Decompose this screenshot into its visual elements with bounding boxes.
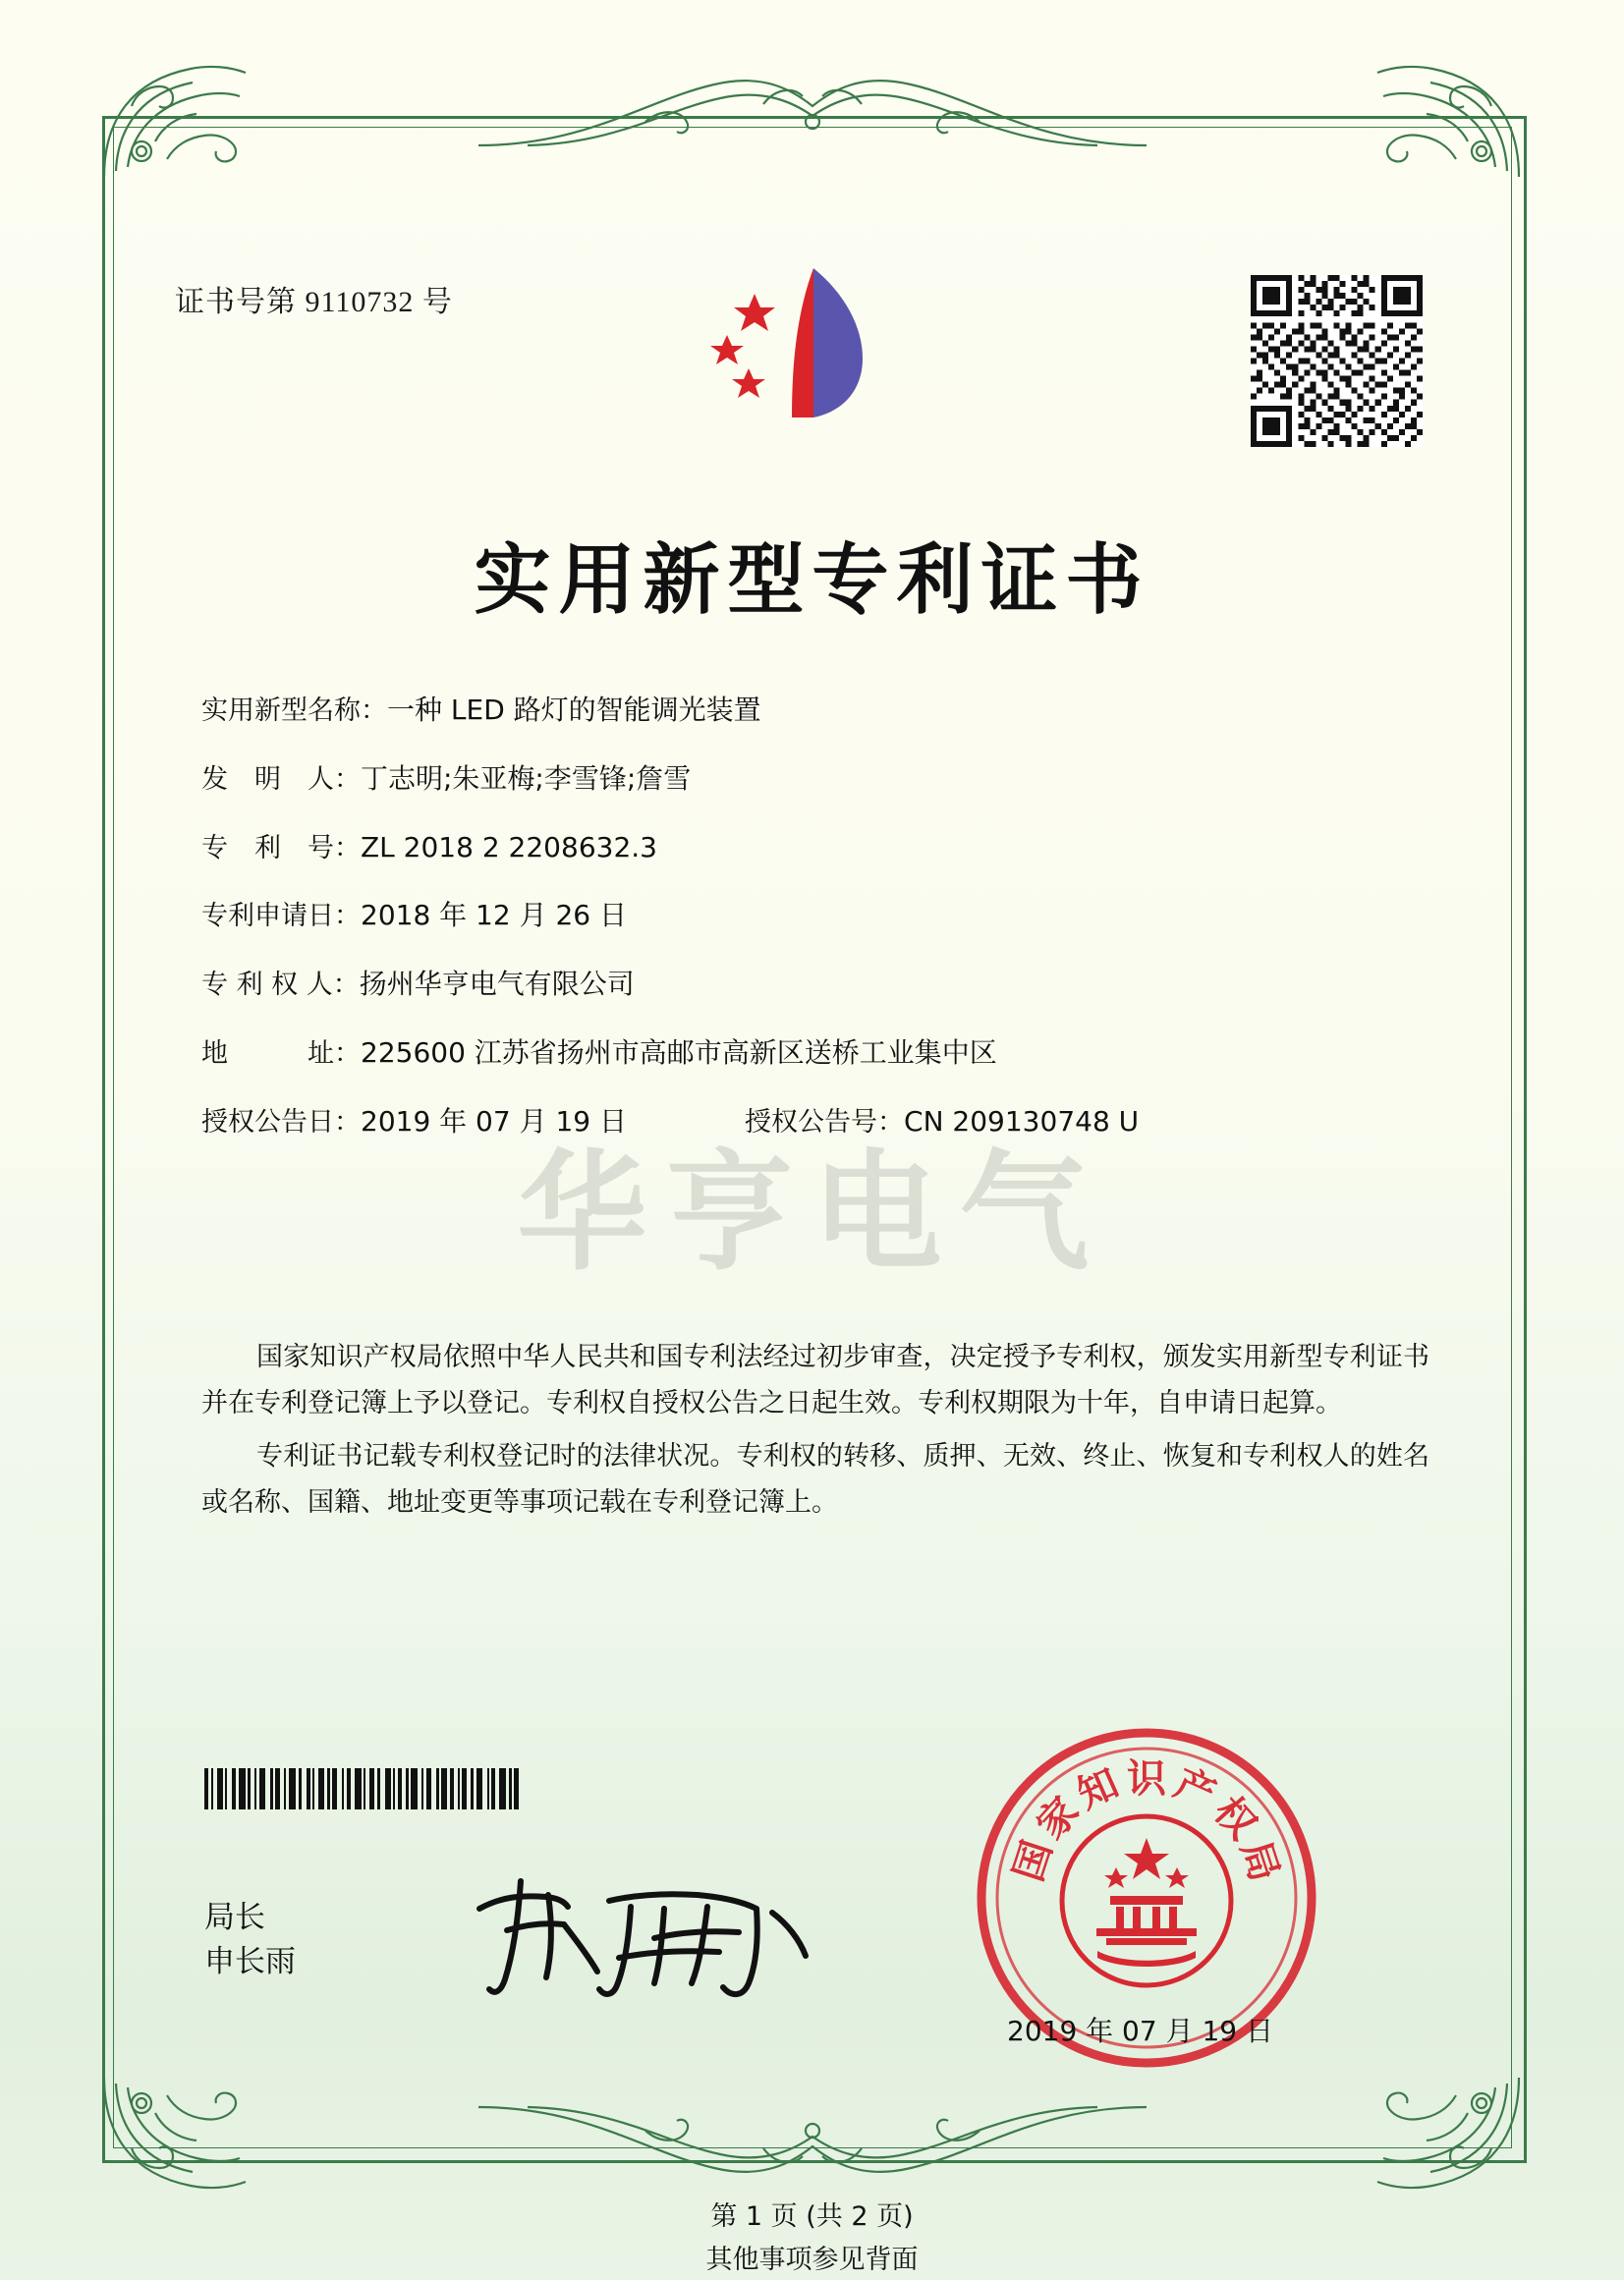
handwritten-signature: [462, 1862, 825, 2009]
field-value: 一种 LED 路灯的智能调光装置: [387, 694, 761, 726]
legal-paragraph: 国家知识产权局依照中华人民共和国专利法经过初步审查，决定授予专利权，颁发实用新型专利证书并在专利登记簿上予以登记。专利权自授权公告之日起生效。专利权期限为十年，自申请日起算。: [201, 1342, 1429, 1419]
watermark: 华亨电气: [517, 1138, 1107, 1289]
seal-date: 2019 年 07 月 19 日: [1007, 2015, 1274, 2047]
legal-text: [201, 1334, 1429, 1531]
signature-title: 局长: [204, 1900, 265, 1935]
field-row: [201, 901, 1439, 931]
page-title: 实用新型专利证书: [474, 536, 1150, 625]
flourish-top: [469, 61, 1156, 149]
field-value: 扬州华亨电气有限公司: [359, 968, 635, 1001]
svg-text:国: 国: [1005, 1835, 1061, 1887]
corner-ornament-bottom-right: [1373, 2076, 1521, 2194]
field-label: 专 利 权 人：: [201, 970, 360, 1001]
field-row: [201, 1035, 1439, 1069]
field-list: [201, 695, 1439, 1138]
legal-paragraph: 专利证书记载专利权登记时的法律状况。专利权的转移、质押、无效、终止、恢复和专利权人的姓名或名称、国籍、地址变更等事项记载在专利登记簿上。: [201, 1440, 1429, 1518]
svg-text:知: 知: [1071, 1760, 1126, 1818]
field-label: 发 明 人：: [201, 763, 361, 795]
back-side-note: 其他事项参见背面: [705, 2245, 919, 2275]
field-row: [201, 695, 1439, 726]
qr-code-icon: [1251, 275, 1423, 447]
svg-text:家: 家: [1028, 1788, 1089, 1849]
field-row: [201, 970, 1439, 1000]
grant-number-label: 授权公告号：: [745, 1106, 905, 1138]
signature-block: [204, 1896, 296, 1984]
corner-ornament-top-left: [102, 61, 250, 179]
signature-name: 申长雨: [204, 1943, 296, 1979]
grant-date-label: 授权公告日：: [201, 1106, 361, 1138]
field-row: [201, 761, 1439, 795]
certificate-number: 证书号第 9110732 号: [175, 286, 453, 318]
field-row: [201, 830, 1439, 863]
page-number: 第 1 页 (共 2 页): [710, 2201, 914, 2232]
cnipa-logo-icon: [698, 250, 933, 437]
corner-ornament-top-right: [1373, 61, 1521, 179]
field-label: 实用新型名称：: [201, 695, 387, 726]
field-label: 地 址：: [201, 1037, 361, 1069]
svg-text:局: 局: [1232, 1835, 1288, 1887]
grant-number-group: [745, 1104, 1140, 1138]
field-label: 专利申请日：: [201, 901, 361, 932]
flourish-bottom: [469, 2103, 1156, 2192]
grant-announcement-row: [201, 1104, 1439, 1138]
field-label: 专 利 号：: [201, 832, 361, 863]
field-value: 2018 年 12 月 26 日: [361, 899, 628, 932]
svg-text:识: 识: [1127, 1756, 1166, 1802]
field-value: ZL 2018 2 2208632.3: [361, 830, 657, 863]
grant-date-value: 2019 年 07 月 19 日: [361, 1104, 628, 1138]
grant-number-value: CN 209130748 U: [904, 1104, 1140, 1138]
svg-text:产: 产: [1167, 1760, 1222, 1818]
corner-ornament-bottom-left: [102, 2076, 250, 2194]
barcode-icon: [204, 1768, 627, 1809]
svg-text:权: 权: [1204, 1788, 1265, 1849]
field-value: 丁志明;朱亚梅;李雪锋;詹雪: [361, 761, 692, 795]
field-value: 225600 江苏省扬州市高邮市高新区送桥工业集中区: [361, 1035, 997, 1069]
